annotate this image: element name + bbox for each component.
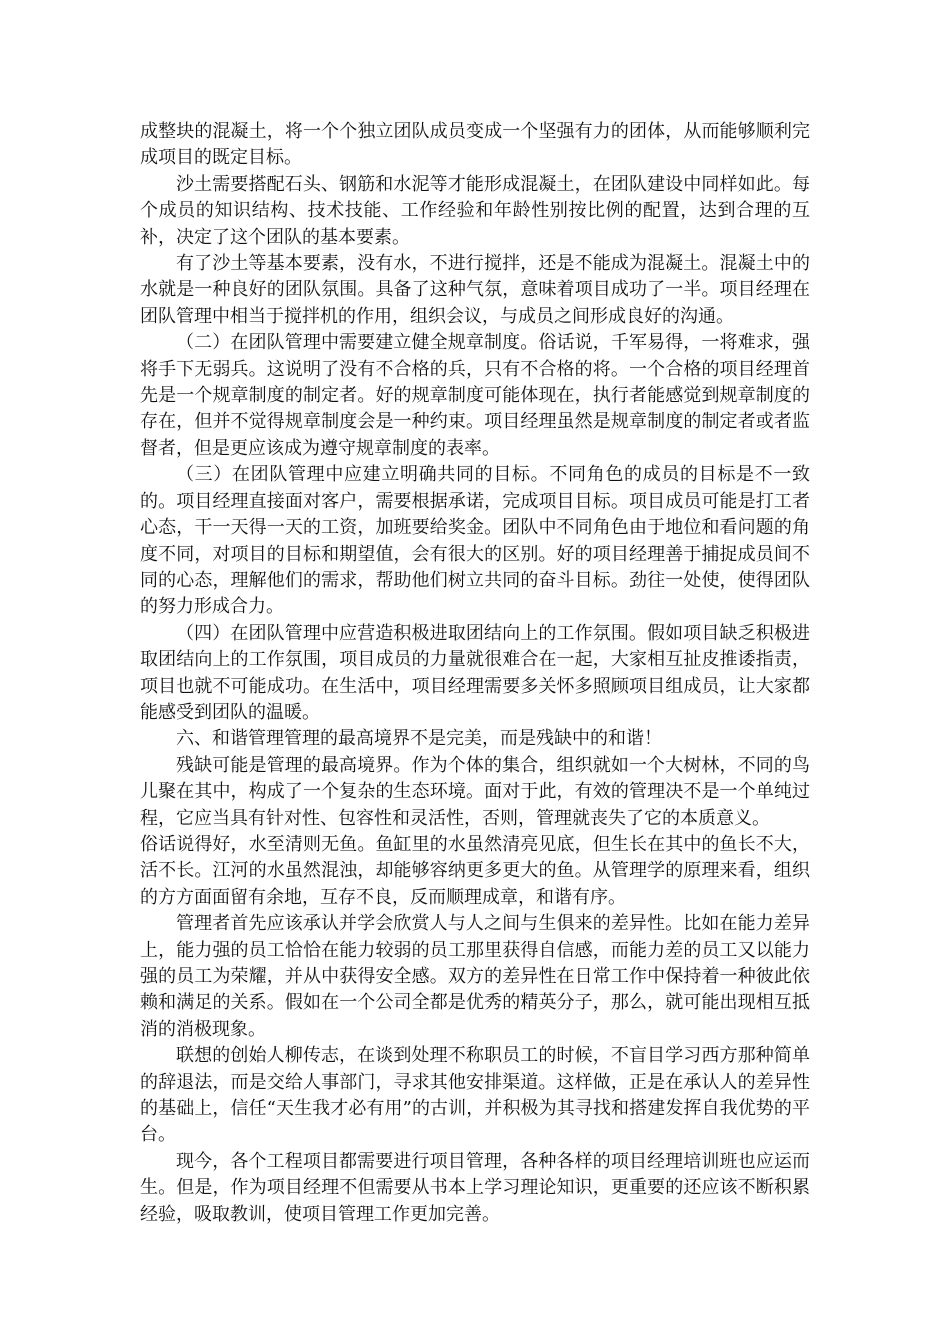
paragraph-team-elements: 沙土需要搭配石头、钢筋和水泥等才能形成混凝土，在团队建设中同样如此。每个成员的知识结构、技术技能、工作经验和年龄性别按比例的配置，达到合理的互补，决定了这个团队的基本要素。 xyxy=(140,173,810,248)
paragraph-work-atmosphere: （四）在团队管理中应营造积极进取团结向上的工作氛围。假如项目缺乏积极进取团结向上的工作氛围，项目成员的力量就很难合在一起，大家相互扯皮推诿指责，项目也就不可能成功。在生活中，项目经理需要多关怀多照顾项目组成员，让大家都能感受到团队的温暖。 xyxy=(140,622,810,723)
section-heading-harmony: 六、和谐管理管理的最高境界不是完美，而是残缺中的和谐！ xyxy=(176,728,662,750)
paragraph-imperfection: 残缺可能是管理的最高境界。作为个体的集合，组织就如一个大树林，不同的鸟儿聚在其中，构成了一个复杂的生态环境。面对于此，有效的管理决不是一个单纯过程，它应当具有针对性、包容性和灵活性，否则，管理就丧失了它的本质意义。 xyxy=(140,754,810,829)
paragraph-conclusion: 现今，各个工程项目都需要进行项目管理，各种各样的项目经理培训班也应运而生。但是，作为项目经理不但需要从书本上学习理论知识，更重要的还应该不断积累经验，吸取教训，使项目管理工作更加完善。 xyxy=(140,1150,810,1225)
paragraph-team-atmosphere: 有了沙土等基本要素，没有水，不进行搅拌，还是不能成为混凝土。混凝土中的水就是一种良好的团队氛围。具备了这种气氛，意味着项目成功了一半。项目经理在团队管理中相当于搅拌机的作用，组织会议，与成员之间形成良好的沟通。 xyxy=(140,253,810,327)
paragraph-differences: 管理者首先应该承认并学会欣赏人与人之间与生俱来的差异性。比如在能力差异上，能力强的员工恰恰在能力较弱的员工那里获得自信感，而能力差的员工又以能力强的员工为荣耀，并从中获得安全感。双方的差异性在日常工作中保持着一种彼此依赖和满足的关系。假如在一个公司全都是优秀的精英分子，那么，就可能出现相互抵消的消极现象。 xyxy=(140,913,810,1040)
document-body xyxy=(140,119,810,1228)
paragraph-proverb: 俗话说得好，水至清则无鱼。鱼缸里的水虽然清亮见底，但生长在其中的鱼长不大，活不长。江河的水虽然混浊，却能够容纳更多更大的鱼。从管理学的原理来看，组织的方方面面留有余地，互存不良，反而顺理成章，和谐有序。 xyxy=(140,833,810,908)
paragraph-rules: （二）在团队管理中需要建立健全规章制度。俗话说，千军易得，一将难求，强将手下无弱兵。这说明了没有不合格的兵，只有不合格的将。一个合格的项目经理首先是一个规章制度的制定者。好的规章制度可能体现在，执行者能感觉到规章制度的存在，但并不觉得规章制度会是一种约束。项目经理虽然是规章制度的制定者或者监督者，但是更应该成为遵守规章制度的表率。 xyxy=(140,332,810,459)
paragraph-common-goals: （三）在团队管理中应建立明确共同的目标。不同角色的成员的目标是不一致的。项目经理直接面对客户，需要根据承诺，完成项目目标。项目成员可能是打工者心态，干一天得一天的工资，加班要给奖金。团队中不同角色由于地位和看问题的角度不同，对项目的目标和期望值，会有很大的区别。好的项目经理善于捕捉成员间不同的心态，理解他们的需求，帮助他们树立共同的奋斗目标。劲往一处使，使得团队的努力形成合力。 xyxy=(140,464,810,618)
paragraph-continuation: 成整块的混凝土，将一个个独立团队成员变成一个坚强有力的团体，从而能够顺利完成项目的既定目标。 xyxy=(140,121,810,169)
paragraph-lenovo-example: 联想的创始人柳传志，在谈到处理不称职员工的时候，不盲目学习西方那种简单的辞退法，而是交给人事部门，寻求其他安排渠道。这样做，正是在承认人的差异性的基础上，信任“天生我才必有用”的古训，并积极为其寻找和搭建发挥自我优势的平台。 xyxy=(140,1045,810,1146)
